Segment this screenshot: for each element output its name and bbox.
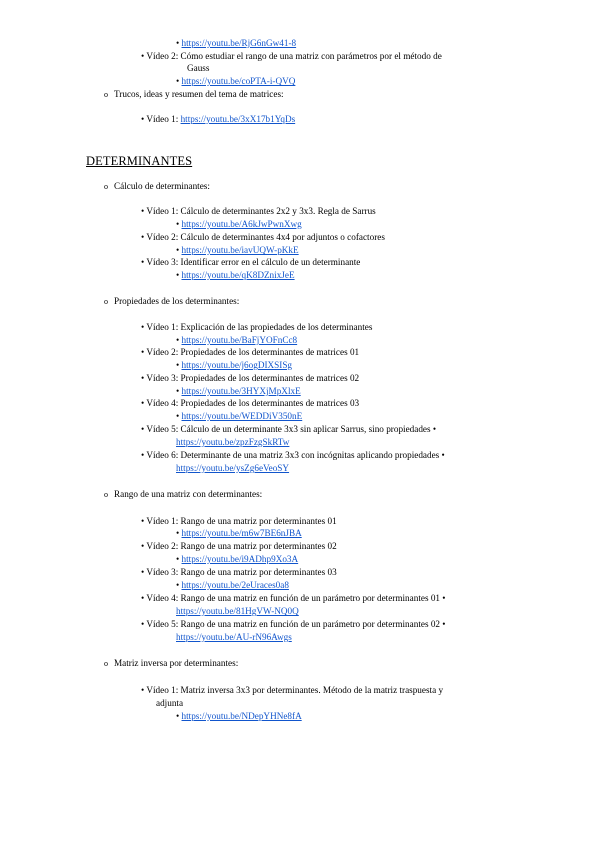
bullet: • (141, 347, 147, 357)
list-item (141, 113, 295, 125)
list-item (141, 566, 337, 578)
video-title: Vídeo 4: Rango de una matriz en función de un parámetro por determinantes 01 • (146, 593, 446, 603)
bullet: • (176, 554, 182, 564)
bullet: • (141, 257, 147, 267)
bullet: • (176, 386, 182, 396)
bullet: • (176, 76, 182, 86)
video-title: Vídeo 2: Rango de una matriz por determinantes 02 (146, 541, 337, 551)
bullet: • (141, 206, 147, 216)
video-title: Vídeo 6: Determinante de una matriz 3x3 con incógnitas aplicando propiedades • (146, 450, 445, 460)
bullet: • (141, 51, 147, 61)
video-link[interactable]: https://youtu.be/i9ADhp9Xo3A (181, 554, 299, 564)
bullet: • (176, 270, 182, 280)
video-title: Vídeo 1: Matriz inversa 3x3 por determinantes. Método de la matriz traspuesta y (146, 685, 444, 695)
list-item (141, 321, 372, 333)
list-item (176, 410, 302, 422)
section-heading: DETERMINANTES (86, 154, 193, 168)
list-item (141, 372, 359, 384)
bullet: • (141, 373, 147, 383)
bullet: • (141, 424, 147, 434)
video-link[interactable]: https://youtu.be/zpzFzgSkRTw (176, 437, 290, 447)
topic-item (104, 657, 238, 670)
video-link[interactable]: https://youtu.be/A6kJwPwnXwg (181, 219, 302, 229)
list-item (141, 397, 359, 409)
video-title: Vídeo 3: Rango de una matriz por determinantes 03 (146, 567, 337, 577)
list-item (141, 592, 446, 604)
video-link[interactable]: https://youtu.be/ysZg6eVeoSY (176, 463, 290, 473)
circle-bullet-icon: o (104, 490, 108, 499)
list-item (176, 710, 302, 722)
bullet: • (176, 245, 182, 255)
list-item (141, 540, 337, 552)
bullet: • (176, 38, 182, 48)
video-link[interactable]: https://youtu.be/iavUQW-pKkE (181, 245, 299, 255)
list-item (176, 75, 295, 87)
list-item (176, 37, 296, 49)
video-link[interactable]: https://youtu.be/81HgVW-NQ0Q (176, 606, 299, 616)
list-item (141, 346, 359, 358)
video-title: Vídeo 2: Cómo estudiar el rango de una matriz con parámetros por el método de (146, 51, 442, 61)
bullet: • (141, 450, 147, 460)
video-link[interactable]: https://youtu.be/NDepYHNe8fA (181, 711, 302, 721)
video-title: Vídeo 3: Propiedades de los determinantes de matrices 02 (146, 373, 360, 383)
topic-label: Propiedades de los determinantes: (114, 296, 240, 306)
bullet: • (141, 322, 147, 332)
video-title: Vídeo 5: Cálculo de un determinante 3x3 sin aplicar Sarrus, sino propiedades • (146, 424, 437, 434)
list-item (141, 256, 360, 268)
bullet: • (141, 619, 147, 629)
video-link[interactable]: https://youtu.be/AU-rN96Awgs (176, 632, 292, 642)
bullet: • (141, 398, 147, 408)
bullet: • (141, 541, 147, 551)
list-item (176, 553, 298, 565)
bullet: • (176, 528, 182, 538)
bullet: • (176, 360, 182, 370)
list-item (141, 618, 446, 630)
video-link[interactable]: https://youtu.be/BaFjYOFnCc8 (181, 335, 298, 345)
list-item (176, 334, 297, 346)
list-item (141, 423, 436, 435)
list-item (176, 218, 302, 230)
video-link[interactable]: https://youtu.be/3xX17b1YqDs (180, 114, 296, 124)
video-title: Vídeo 2: Cálculo de determinantes 4x4 por adjuntos o cofactores (146, 232, 385, 242)
circle-bullet-icon: o (104, 182, 108, 191)
circle-bullet-icon: o (104, 297, 108, 306)
bullet: • (176, 711, 182, 721)
list-item (176, 385, 301, 397)
video-title: Vídeo 1: (146, 114, 181, 124)
list-item (141, 684, 443, 696)
list-item (141, 449, 445, 461)
bullet: • (141, 232, 147, 242)
topic-label: Rango de una matriz con determinantes: (114, 489, 263, 499)
circle-bullet-icon: o (104, 659, 108, 668)
list-item (141, 515, 337, 527)
video-link[interactable]: https://youtu.be/2eUraces0a8 (181, 580, 289, 590)
bullet: • (176, 335, 182, 345)
video-title: Vídeo 1: Rango de una matriz por determinantes 01 (146, 516, 337, 526)
video-title-cont: adjunta (156, 698, 184, 708)
topic-item (104, 488, 262, 501)
bullet: • (141, 114, 147, 124)
list-item (176, 579, 289, 591)
video-link[interactable]: https://youtu.be/qK8DZnixJeE (181, 270, 295, 280)
list-item (176, 244, 299, 256)
video-link[interactable]: https://youtu.be/m6w7BE6nJBA (181, 528, 302, 538)
list-item (176, 269, 295, 281)
bullet: • (176, 219, 182, 229)
video-title: Vídeo 5: Rango de una matriz en función de un parámetro por determinantes 02 • (146, 619, 446, 629)
list-item (176, 462, 289, 474)
video-link[interactable]: https://youtu.be/coPTA-i-QVQ (181, 76, 296, 86)
bullet: • (141, 567, 147, 577)
list-item (141, 231, 385, 243)
list-item (176, 436, 289, 448)
video-title: Vídeo 1: Explicación de las propiedades de los determinantes (146, 322, 373, 332)
video-link[interactable]: https://youtu.be/WEDDiV350nE (181, 411, 303, 421)
list-item (176, 359, 292, 371)
bullet: • (141, 593, 147, 603)
list-item-continued (187, 62, 209, 74)
bullet: • (176, 411, 182, 421)
topic-label: Trucos, ideas y resumen del tema de matrices: (114, 89, 284, 99)
topic-label: Cálculo de determinantes: (114, 181, 210, 191)
topic-item (104, 295, 239, 308)
list-item-continued (156, 697, 183, 709)
bullet: • (176, 580, 182, 590)
circle-bullet-icon: o (104, 90, 108, 99)
list-item (176, 631, 292, 643)
list-item (141, 50, 442, 62)
video-title: Vídeo 4: Propiedades de los determinantes de matrices 03 (146, 398, 360, 408)
list-item (176, 527, 302, 539)
list-item (141, 205, 376, 217)
video-title-cont: Gauss (187, 63, 210, 73)
video-title: Vídeo 3: Identificar error en el cálculo de un determinante (146, 257, 361, 267)
video-link[interactable]: https://youtu.be/RjG6nGw41-8 (181, 38, 297, 48)
topic-item (104, 180, 210, 193)
video-title: Vídeo 1: Cálculo de determinantes 2x2 y 3x3. Regla de Sarrus (146, 206, 376, 216)
bullet: • (141, 516, 147, 526)
topic-label: Matriz inversa por determinantes: (114, 658, 239, 668)
video-title: Vídeo 2: Propiedades de los determinantes de matrices 01 (146, 347, 360, 357)
topic-item (104, 88, 284, 101)
bullet: • (141, 685, 147, 695)
video-link[interactable]: https://youtu.be/3HYXjMpXlxE (181, 386, 301, 396)
video-link[interactable]: https://youtu.be/j6ogDIXSISg (181, 360, 293, 370)
list-item (176, 605, 299, 617)
